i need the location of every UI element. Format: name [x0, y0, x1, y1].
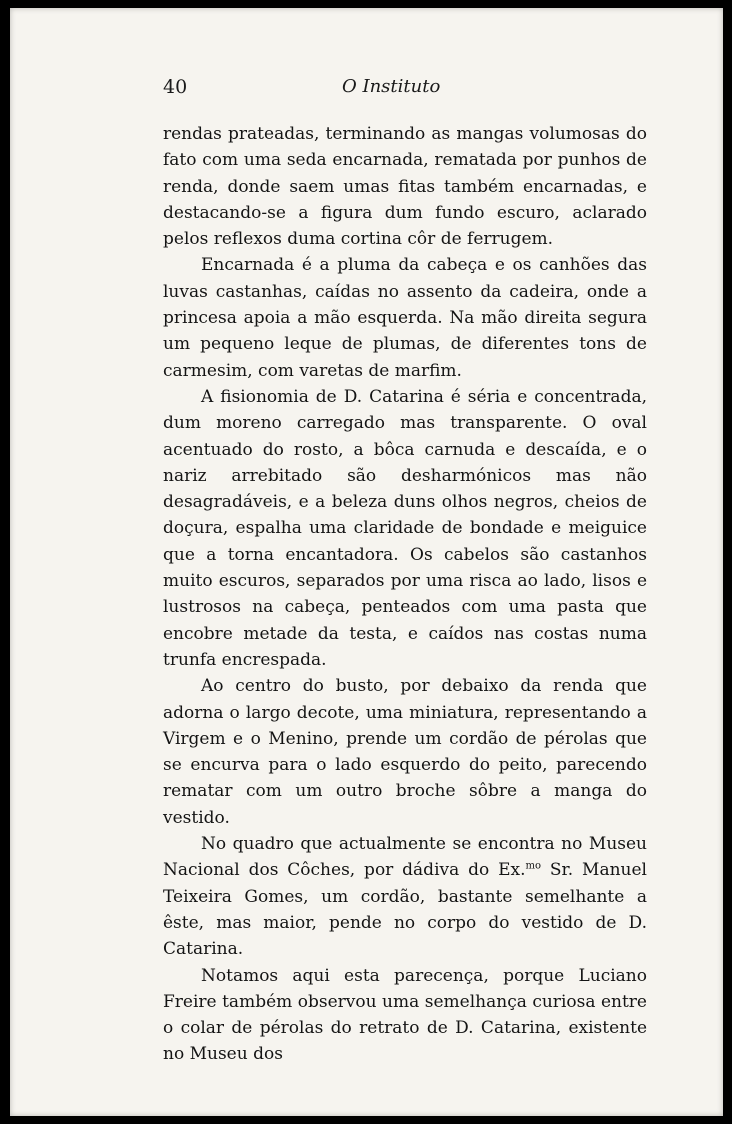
paragraph-1: rendas prateadas, terminando as mangas volumosas do fato com uma seda encarnada, rematada por punhos de renda, donde saem umas fitas também encarnadas, e destacando-se a figura dum fundo escuro, aclarado pelos reflexos duma cortina côr de ferrugem.: [163, 124, 647, 250]
paragraph-5-text-after: Sr. Manuel Teixeira Gomes, um cordão, bastante semelhante a êste, mas maior, pende no corpo do vestido de D. Catarina.: [163, 860, 647, 960]
paragraph-2: Encarnada é a pluma da cabeça e os canhões das luvas castanhas, caídas no assento da cadeira, onde a princesa apoia a mão esquerda. Na mão direita segura um pequeno leque de plumas, de diferentes tons de carmesim, com varetas de marfim.: [163, 255, 647, 381]
paragraph-5-text-before: No quadro que actualmente se encontra no Museu Nacional dos Côches, por dádiva do Ex.: [163, 834, 647, 881]
paragraph-5: [163, 831, 647, 962]
abbreviation-superscript: mo: [525, 860, 542, 872]
page-header: [10, 76, 723, 106]
running-title: O Instituto: [342, 76, 441, 97]
paragraph-4: Ao centro do busto, por debaixo da renda que adorna o largo decote, uma miniatura, representando a Virgem e o Menino, prende um cordão de pérolas que se encurva para o lado esquerdo do peito, parecendo rematar com um outro broche sôbre a manga do vestido.: [163, 676, 647, 828]
book-page: [10, 8, 723, 1116]
paragraph-3: A fisionomia de D. Catarina é séria e concentrada, dum moreno carregado mas transparente. O oval acentuado do rosto, a bôca carnuda e descaída, e o nariz arrebitado são desharmónicos mas não desagradáveis, e a beleza duns olhos negros, cheios de doçura, espalha uma claridade de bondade e meiguice que a torna encantadora. Os cabelos são castanhos muito escuros, separados por uma risca ao lado, lisos e lustrosos na cabeça, penteados com uma pasta que encobre metade da testa, e caídos nas costas numa trunfa encrespada.: [163, 386, 647, 670]
body-text: [163, 121, 647, 1068]
page-number: 40: [163, 76, 188, 98]
paragraph-6: Notamos aqui esta parecença, porque Luciano Freire também observou uma semelhança curiosa entre o colar de pérolas do retrato de D. Catarina, existente no Museu dos: [163, 965, 647, 1065]
